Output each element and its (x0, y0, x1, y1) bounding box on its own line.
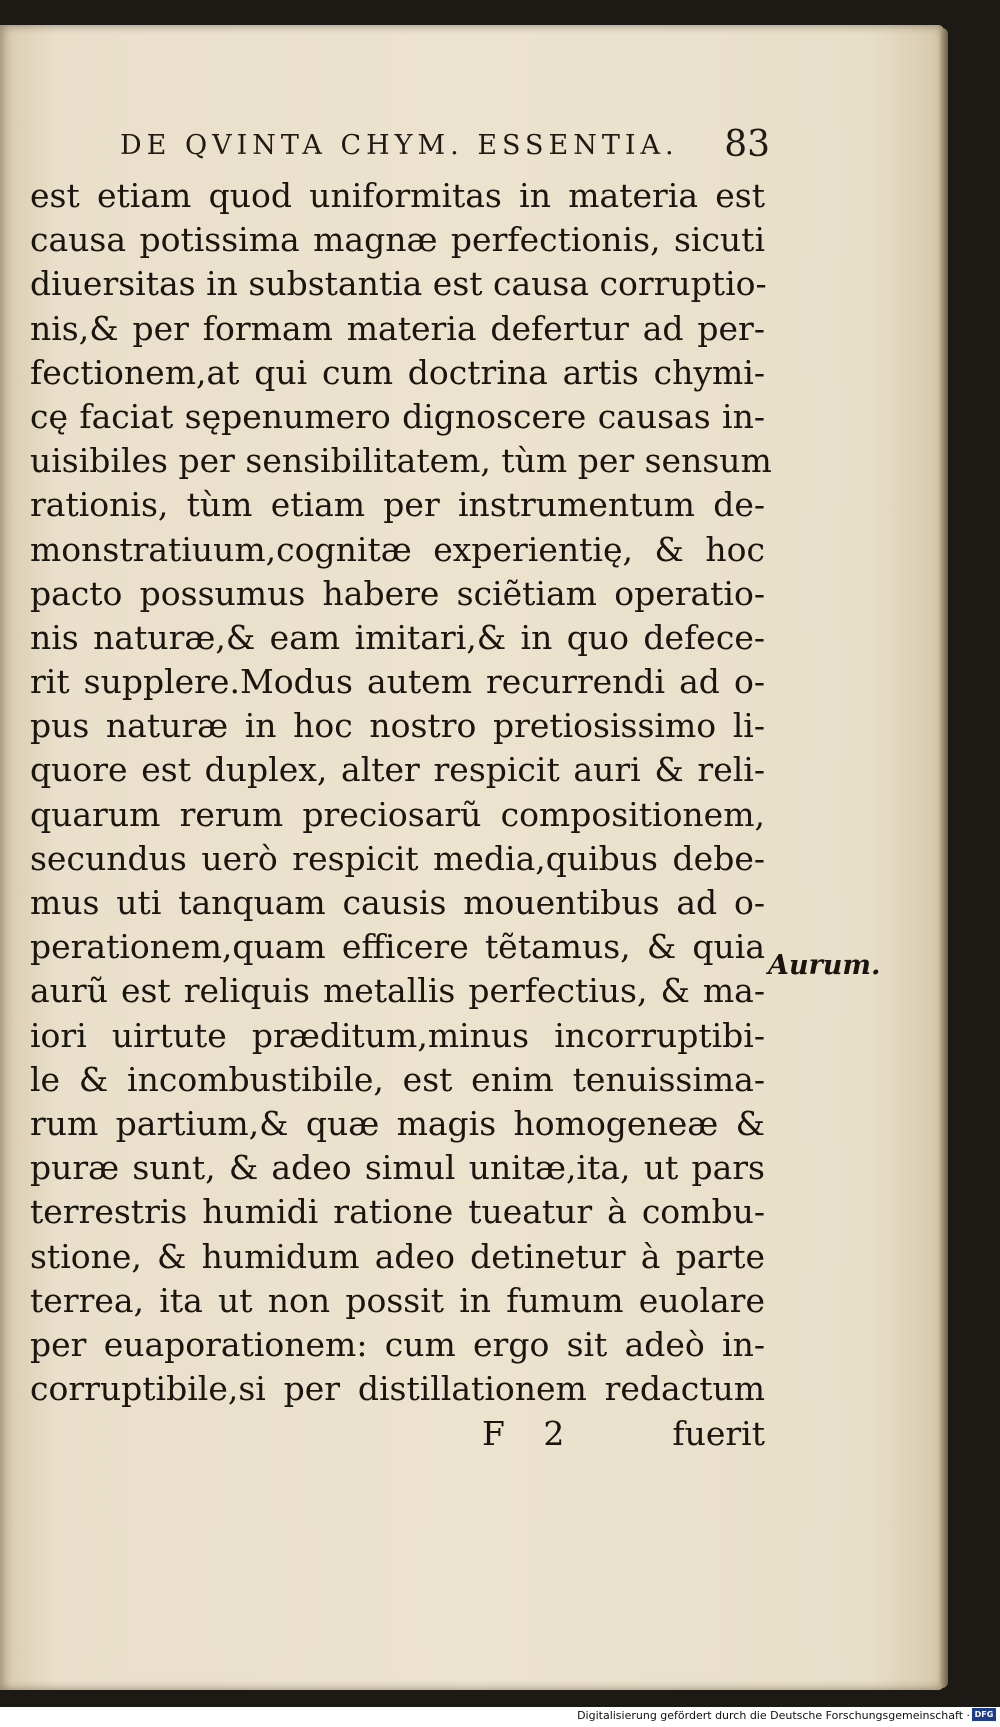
text-line: secundus uerò respicit media,quibus debe- (30, 838, 765, 878)
text-line: rit supplere.Modus autem recurrendi ad o- (30, 662, 765, 702)
text-line: quarum rerum preciosarũ compositionem, (30, 794, 765, 834)
text-line: uisibiles per sensibilitatem, tùm per sensum (30, 441, 772, 481)
page-number: 83 (724, 124, 770, 165)
catchword: fuerit (672, 1414, 765, 1453)
page-edge (940, 28, 948, 1688)
text-line: quore est duplex, alter respicit auri & reli- (30, 750, 765, 790)
text-line: rationis, tùm etiam per instrumentum de- (30, 485, 765, 525)
text-line: rum partium,& quæ magis homogeneæ & (30, 1103, 765, 1143)
text-line: aurũ est reliquis metallis perfectius, & ma- (30, 971, 765, 1011)
text-line: fectionem,at qui cum doctrina artis chymi- (30, 352, 765, 392)
page-footer (30, 1414, 765, 1458)
text-line: iori uirtute præditum,minus incorruptibi- (30, 1015, 765, 1055)
text-line: puræ sunt, & adeo simul unitæ,ita, ut pars (30, 1148, 765, 1188)
text-line: nis,& per formam materia defertur ad per- (30, 308, 765, 348)
text-line: pacto possumus habere sciẽtiam operatio- (30, 573, 765, 613)
text-line: monstratiuum,cognitæ experientię, & hoc (30, 529, 765, 569)
text-line: mus uti tanquam causis mouentibus ad o- (30, 883, 765, 922)
funding-credit: Digitalisierung gefördert durch die Deutsche Forschungsgemeinschaft · (577, 1709, 970, 1722)
text-line: stione, & humidum adeo detinetur à parte (30, 1236, 765, 1276)
body-text (30, 174, 772, 1411)
running-header (120, 124, 770, 174)
text-line: terrestris humidi ratione tueatur à combu- (30, 1192, 765, 1232)
text-line: le & incombustibile, est enim tenuissima- (30, 1059, 765, 1099)
text-line: cę faciat sępenumero dignoscere causas in- (30, 396, 765, 436)
text-line: nis naturæ,& eam imitari,& in quo defece- (30, 617, 765, 657)
text-line: perationem,quam efficere tẽtamus, & quia (30, 927, 765, 967)
text-line: est etiam quod uniformitas in materia est (30, 176, 765, 215)
running-title: DE QVINTA CHYM. ESSENTIA. (120, 130, 679, 161)
text-line: diuersitas in substantia est causa corruptio- (30, 264, 767, 304)
text-line: corruptibile,si per distillationem redactum (30, 1369, 765, 1409)
margin-note: Aurum. (768, 950, 881, 981)
signature-mark: F 2 (482, 1414, 579, 1453)
text-line: terrea, ita ut non possit in fumum euolare (30, 1280, 765, 1320)
text-line: per euaporationem: cum ergo sit adeò in- (30, 1324, 765, 1364)
dfg-logo: DFG (972, 1708, 996, 1721)
text-line: causa potissima magnæ perfectionis, sicuti (30, 220, 765, 260)
text-line: pus naturæ in hoc nostro pretiosissimo li- (30, 706, 765, 746)
